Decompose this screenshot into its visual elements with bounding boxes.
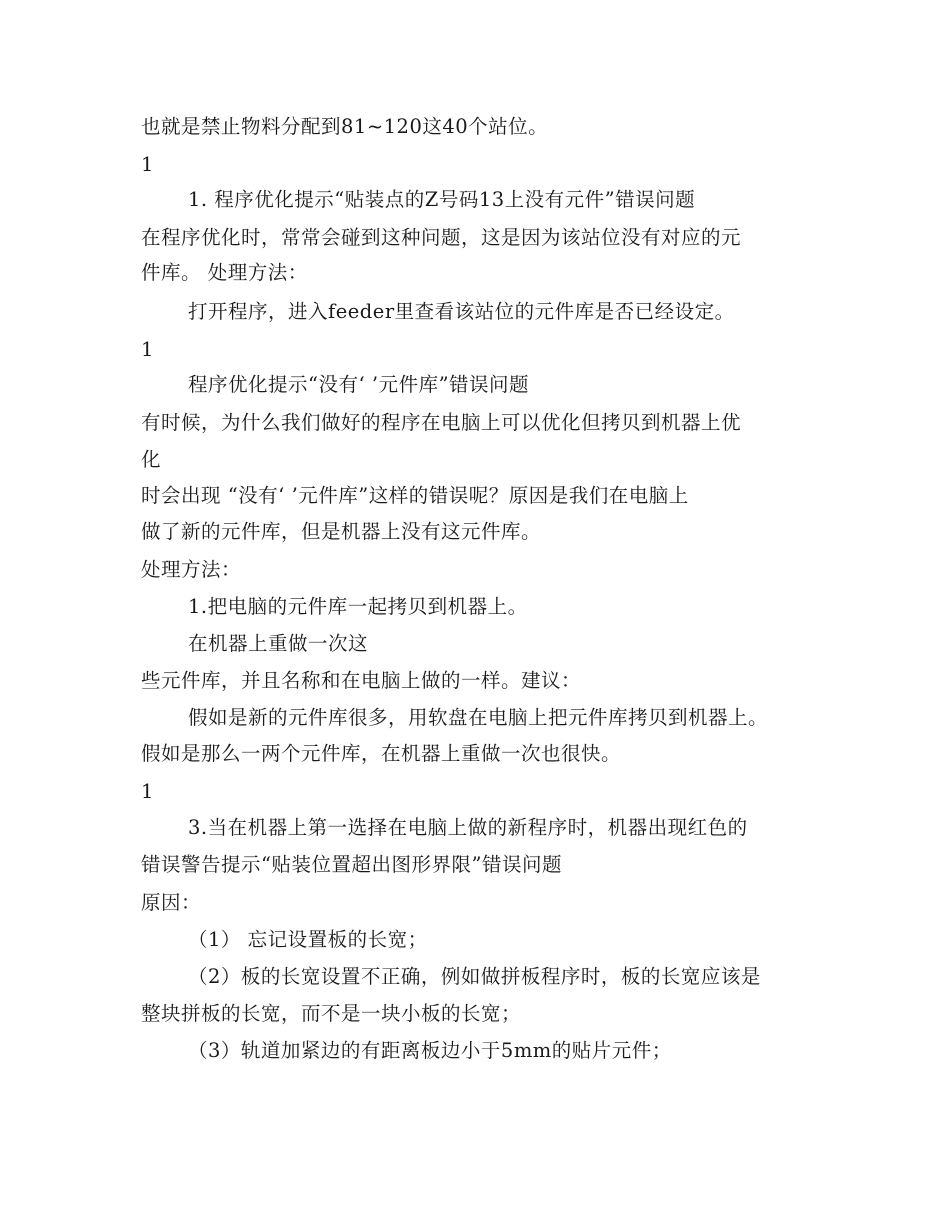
list-item: （2）板的长宽设置不正确，例如做拼板程序时，板的长宽应该是	[188, 965, 761, 988]
text-line: 有时候，为什么我们做好的程序在电脑上可以优化但拷贝到机器上优	[141, 411, 742, 434]
text-line: 打开程序，进入feeder里查看该站位的元件库是否已经设定。	[188, 300, 735, 323]
list-item: （1） 忘记设置板的长宽；	[188, 928, 428, 951]
section-heading: 1. 程序优化提示“贴装点的Z号码13上没有元件”错误问题	[188, 188, 696, 211]
text-line: 1	[141, 780, 154, 803]
text-line: 些元件库，并且名称和在电脑上做的一样。建议：	[141, 669, 582, 692]
text-line: 在机器上重做一次这	[188, 632, 369, 655]
section-heading: 程序优化提示“没有‘ ’元件库”错误问题	[188, 373, 530, 396]
text-line: 假如是那么一两个元件库，在机器上重做一次也很快。	[141, 742, 622, 765]
text-line: 做了新的元件库，但是机器上没有这元件库。	[141, 520, 542, 543]
text-line: 原因：	[141, 891, 202, 914]
list-item: （3）轨道加紧边的有距离板边小于5mm的贴片元件；	[188, 1039, 672, 1062]
text-line: 时会出现 “没有‘ ’元件库”这样的错误呢？原因是我们在电脑上	[141, 484, 689, 507]
text-line: 整块拼板的长宽，而不是一块小板的长宽；	[141, 1002, 522, 1025]
section-heading: 错误警告提示“贴装位置超出图形界限”错误问题	[141, 853, 562, 876]
text-line: 1	[141, 338, 154, 361]
text-line: 在程序优化时，常常会碰到这种问题，这是因为该站位没有对应的元	[141, 226, 742, 249]
text-line: 化	[141, 448, 162, 471]
text-line: 件库。 处理方法：	[141, 261, 308, 284]
text-line: 也就是禁止物料分配到81~120这40个站位。	[141, 115, 549, 138]
section-heading: 3.当在机器上第一选择在电脑上做的新程序时，机器出现红色的	[188, 816, 748, 839]
text-line: 假如是新的元件库很多，用软盘在电脑上把元件库拷贝到机器上。	[188, 706, 769, 729]
text-line: 处理方法：	[141, 558, 242, 581]
text-line: 1.把电脑的元件库一起拷贝到机器上。	[188, 595, 528, 618]
text-line: 1	[141, 153, 154, 176]
